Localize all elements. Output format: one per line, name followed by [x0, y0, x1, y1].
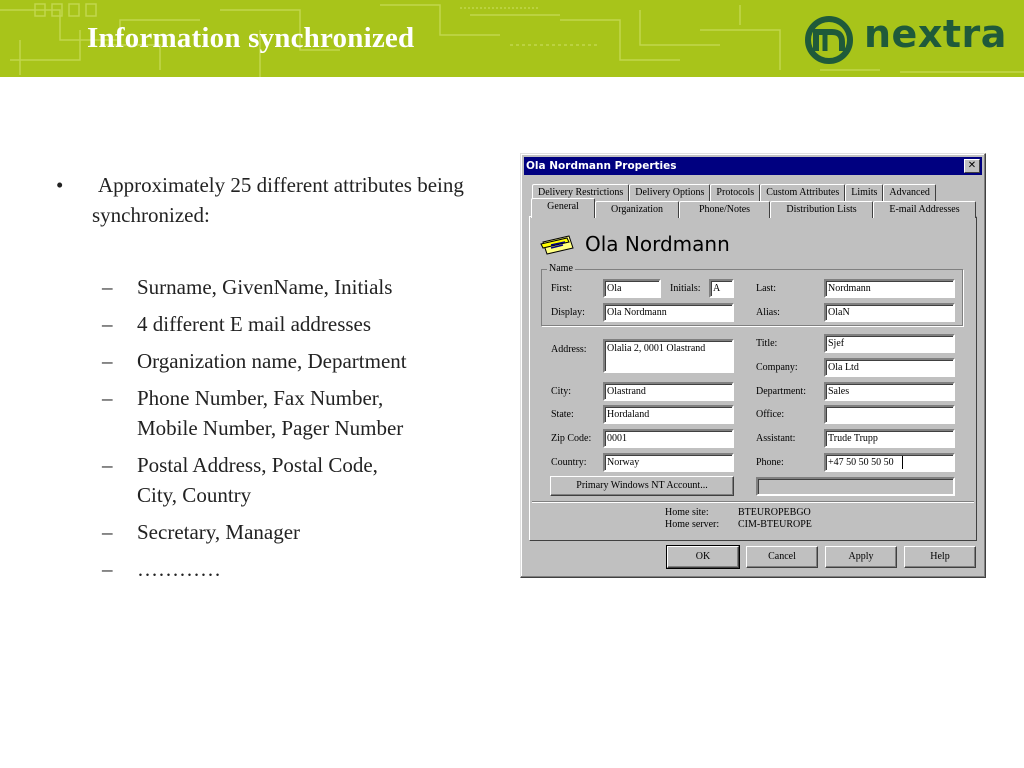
- assistant-label: Assistant:: [756, 433, 796, 444]
- close-icon[interactable]: ✕: [964, 159, 980, 173]
- phone-field[interactable]: +47 50 50 50 50: [824, 453, 955, 472]
- office-label: Office:: [756, 409, 785, 420]
- dash-marker: –: [102, 520, 113, 544]
- tab-custom-attributes[interactable]: Custom Attributes: [760, 184, 845, 201]
- company-label: Company:: [756, 362, 798, 373]
- sub-bullet: [102, 554, 490, 584]
- bullet-marker: •: [56, 173, 64, 197]
- dialog-title: Ola Nordmann Properties: [526, 160, 677, 172]
- tab-protocols[interactable]: Protocols: [710, 184, 760, 201]
- home-site-value: BTEUROPEBGO: [738, 507, 811, 518]
- sub-bullet-text: 4 different E mail addresses: [137, 312, 372, 336]
- sub-bullet: [102, 450, 402, 510]
- dash-marker: –: [102, 386, 113, 410]
- slide-title: Information synchronized: [87, 22, 415, 54]
- tab-general[interactable]: General: [531, 198, 595, 218]
- dash-marker: –: [102, 275, 113, 299]
- home-server-label: Home server:: [665, 519, 720, 530]
- sub-bullet-list: [50, 272, 490, 584]
- dash-marker: –: [102, 312, 113, 336]
- initials-label: Initials:: [670, 283, 701, 294]
- city-field[interactable]: Olastrand: [603, 382, 734, 401]
- sub-bullet: [102, 272, 490, 302]
- sub-bullet-text: Secretary, Manager: [137, 520, 301, 544]
- dash-marker: –: [102, 453, 113, 477]
- sub-bullet-text: Postal Address, Postal Code, City, Country: [137, 453, 378, 507]
- department-label: Department:: [756, 386, 806, 397]
- dash-marker: –: [102, 349, 113, 373]
- city-label: City:: [551, 386, 572, 397]
- header-banner: [0, 0, 1024, 77]
- logo-wordmark: nextra: [864, 12, 1007, 56]
- nextra-logo-mark-icon: [802, 16, 858, 64]
- tab-delivery-options[interactable]: Delivery Options: [629, 184, 710, 201]
- zip-code-field[interactable]: 0001: [603, 429, 734, 448]
- country-field[interactable]: Norway: [603, 453, 734, 472]
- last-name-field[interactable]: Nordmann: [824, 279, 955, 298]
- sub-bullet-text: Organization name, Department: [137, 349, 407, 373]
- nt-account-display: [756, 477, 955, 496]
- bullet-list: [50, 170, 490, 591]
- nextra-logo: [802, 12, 1007, 66]
- alias-field[interactable]: OlaN: [824, 303, 955, 322]
- alias-label: Alias:: [756, 307, 780, 318]
- office-field[interactable]: [824, 405, 955, 424]
- apply-button[interactable]: Apply: [825, 546, 897, 568]
- primary-nt-account-button[interactable]: Primary Windows NT Account...: [550, 476, 734, 496]
- sub-bullet: [102, 309, 490, 339]
- title-field[interactable]: Sjef: [824, 334, 955, 353]
- main-bullet: [50, 170, 490, 230]
- first-name-field[interactable]: Ola: [603, 279, 661, 298]
- sub-bullet-text: …………: [137, 557, 221, 581]
- mailbox-user-icon: [539, 234, 575, 256]
- separator: [532, 501, 974, 503]
- dash-marker: –: [102, 557, 113, 581]
- sub-bullet: [102, 346, 490, 376]
- help-button[interactable]: Help: [904, 546, 976, 568]
- tab-limits[interactable]: Limits: [845, 184, 883, 201]
- sub-bullet: [102, 517, 490, 547]
- home-server-value: CIM-BTEUROPE: [738, 519, 812, 530]
- department-field[interactable]: Sales: [824, 382, 955, 401]
- last-label: Last:: [756, 283, 776, 294]
- address-field[interactable]: Olalia 2, 0001 Olastrand: [603, 339, 734, 373]
- ok-button[interactable]: OK: [667, 546, 739, 568]
- zip-code-label: Zip Code:: [551, 433, 592, 444]
- sub-bullet: [102, 383, 422, 443]
- home-site-label: Home site:: [665, 507, 709, 518]
- cancel-button[interactable]: Cancel: [746, 546, 818, 568]
- dialog-titlebar[interactable]: [524, 157, 982, 175]
- address-label: Address:: [551, 344, 587, 355]
- country-label: Country:: [551, 457, 587, 468]
- text-cursor: [902, 456, 903, 469]
- main-bullet-text: Approximately 25 different attributes being synchronized:: [92, 173, 464, 227]
- initials-field[interactable]: A: [709, 279, 734, 298]
- state-label: State:: [551, 409, 574, 420]
- tab-row-front: [531, 201, 976, 218]
- phone-label: Phone:: [756, 457, 784, 468]
- tab-distribution-lists[interactable]: Distribution Lists: [770, 201, 873, 218]
- tab-email-addresses[interactable]: E-mail Addresses: [873, 201, 976, 218]
- tab-delivery-restrictions[interactable]: Delivery Restrictions: [532, 184, 629, 201]
- tab-organization[interactable]: Organization: [595, 201, 679, 218]
- sub-bullet-text: Phone Number, Fax Number, Mobile Number, Pager Number: [137, 386, 404, 440]
- first-label: First:: [551, 283, 573, 294]
- title-label: Title:: [756, 338, 778, 349]
- name-group-title: Name: [549, 263, 573, 274]
- display-label: Display:: [551, 307, 585, 318]
- assistant-field[interactable]: Trude Trupp: [824, 429, 955, 448]
- company-field[interactable]: Ola Ltd: [824, 358, 955, 377]
- state-field[interactable]: Hordaland: [603, 405, 734, 424]
- display-name-field[interactable]: Ola Nordmann: [603, 303, 734, 322]
- display-name-heading: Ola Nordmann: [585, 232, 730, 256]
- tab-phone-notes[interactable]: Phone/Notes: [679, 201, 770, 218]
- sub-bullet-text: Surname, GivenName, Initials: [137, 275, 393, 299]
- tab-advanced[interactable]: Advanced: [883, 184, 936, 201]
